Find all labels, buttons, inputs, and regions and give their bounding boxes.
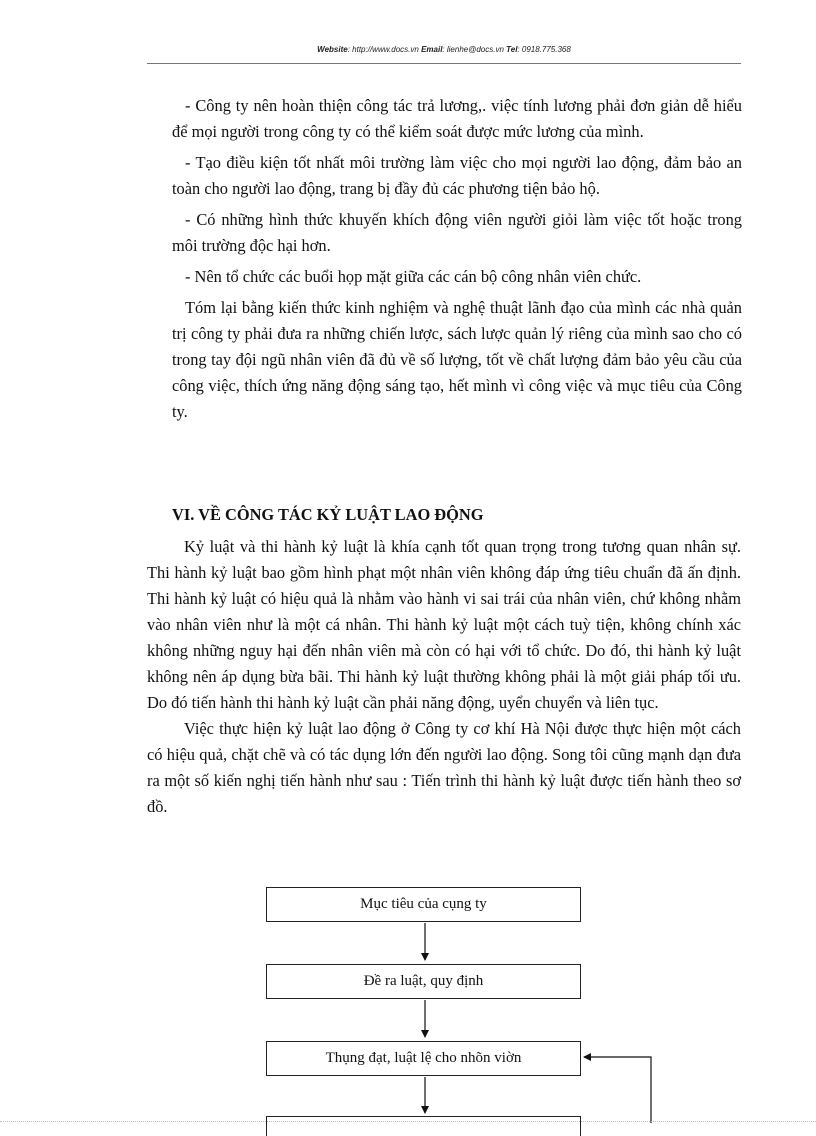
body-paragraph: Kỷ luật và thi hành kỷ luật là khía cạnh tốt quan trọng trong tương quan nhân sự. Thi hành kỷ luật bao gồm hình phạt một nhân viên không đáp ứng tiêu chuẩn đã ấn định. Thi hành kỷ luật có hiệu quả là nhằm vào hành vi sai trái của nhân viên, chứ không nhằm vào nhân viên như là một cá nhân. Thi hành kỷ luật một cách tuỳ tiện, không chính xác không những nguy hại đến nhân viên mà còn có hại với tổ chức. Do đó, thi hành kỷ luật không nên áp dụng bừa bãi. Thi hành kỷ luật thường không phải là một giải pháp tối ưu. Do đó tiến hành thi hành kỷ luật cần phải năng động, uyển chuyển và liên tục. <box>147 537 741 712</box>
recommendation-item: - Tạo điều kiện tốt nhất môi trường làm việc cho mọi người lao động, đảm bảo an toàn cho người lao động, trang bị đầy đủ các phương tiện bảo hộ. <box>172 153 742 198</box>
tel-label: Tel <box>506 45 518 54</box>
recommendation-item: - Có những hình thức khuyến khích động viên người giỏi làm việc tốt hoặc trong môi trường độc hại hơn. <box>172 210 742 255</box>
email-value[interactable]: : lienhe@docs.vn <box>442 45 504 54</box>
feedback-loop-arrow <box>584 1057 651 1123</box>
body-paragraph: Việc thực hiện kỷ luật lao động ở Công ty cơ khí Hà Nội được thực hiện một cách có hiệu quả, chặt chẽ và có tác dụng lớn đến người lao động. Song tôi cũng mạnh dạn đưa ra một số kiến nghị tiến hành như sau : Tiến trình thi hành kỷ luật được tiến hành theo sơ đồ. <box>147 719 741 816</box>
flow-box-rules: Đề ra luật, quy định <box>266 964 581 999</box>
flow-box-goals: Mục tiêu của cụng ty <box>266 887 581 922</box>
flow-box-communicate <box>266 1041 581 1076</box>
recommendation-item: - Nên tổ chức các buổi họp mặt giữa các cán bộ công nhân viên chức. <box>185 267 642 286</box>
website-label: Website <box>317 45 348 54</box>
page-bottom-edge <box>0 1121 816 1122</box>
email-label: Email <box>421 45 443 54</box>
recommendation-item: - Công ty nên hoàn thiện công tác trả lương,. việc tính lương phải đơn giản dễ hiểu để mọi người trong công ty có thể kiểm soát được mức lương của mình. <box>172 96 742 141</box>
section-heading: VI. VỀ CÔNG TÁC KỶ LUẬT LAO ĐỘNG <box>172 505 484 524</box>
flow-box-next-partial <box>266 1116 581 1136</box>
summary-paragraph: Tóm lại bằng kiến thức kinh nghiệm và nghệ thuật lãnh đạo của mình các nhà quản trị công ty phải đưa ra những chiến lược, sách lược quản lý riêng của mình sao cho có trong tay đội ngũ nhân viên đã đủ về số lượng, tốt về chất lượng đảm bảo yêu cầu của công việc, thích ứng năng động sáng tạo, hết mình vì công việc và mục tiêu của Công ty. <box>172 298 742 421</box>
tel-value: : 0918.775.368 <box>517 45 571 54</box>
flow-box-communicate-label: Thụng đạt, luật lệ cho nhõn viờn <box>325 1050 522 1066</box>
website-value[interactable]: : http://www.docs.vn <box>347 45 419 54</box>
